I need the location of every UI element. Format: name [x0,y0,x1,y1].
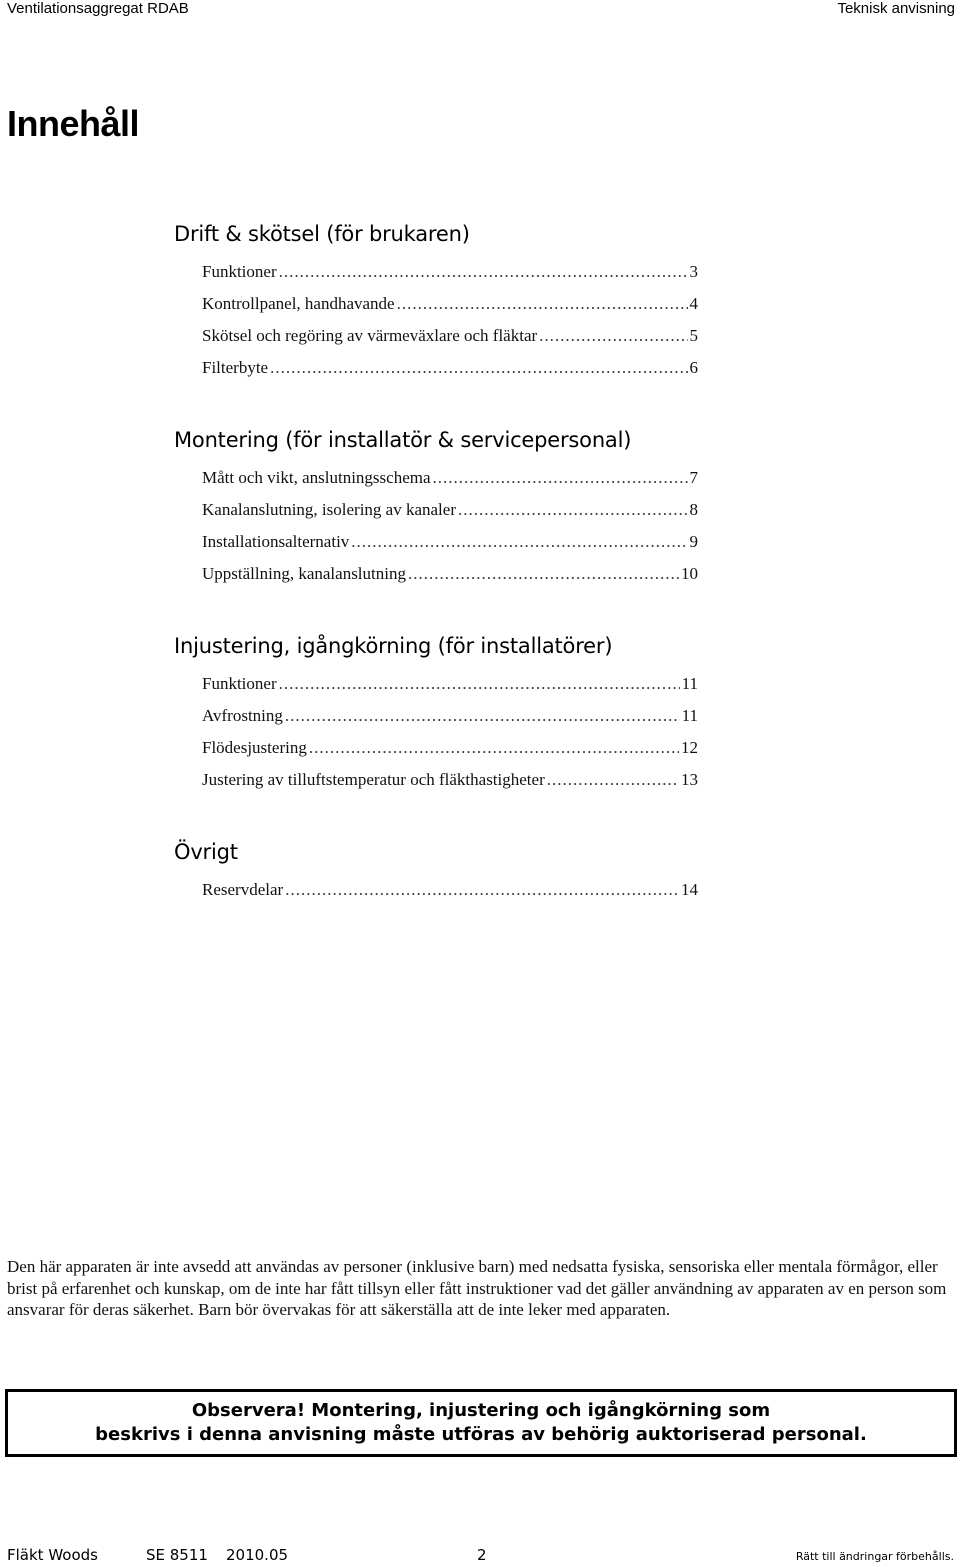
toc-entry[interactable] [202,494,698,526]
toc-entry[interactable] [202,764,698,796]
toc-entry-page: 14 [681,880,698,899]
toc-section [174,424,698,590]
toc-leader-dots [351,526,687,558]
toc-entry[interactable] [202,874,698,906]
toc-entry[interactable] [202,352,698,384]
toc-entry[interactable] [202,462,698,494]
footer-date: 2010.05 [226,1546,289,1564]
toc-section [174,218,698,384]
toc-section-heading: Drift & skötsel (för brukaren) [174,222,470,246]
toc-entry-page: 3 [689,262,698,281]
toc-entry-label: Mått och vikt, anslutningsschema [202,468,431,487]
toc-entry[interactable] [202,700,698,732]
toc-leader-dots [408,558,679,590]
toc-entry-label: Kontrollpanel, handhavande [202,294,395,313]
toc-entry-label: Justering av tilluftstemperatur och fläkthastigheter [202,770,545,789]
toc-leader-dots [433,462,688,494]
toc-entry-label: Funktioner [202,674,277,693]
toc-entry-page: 5 [689,326,698,345]
toc-entry-label: Funktioner [202,262,277,281]
toc-entry[interactable] [202,320,698,352]
toc-entry[interactable] [202,732,698,764]
toc-entry-label: Avfrostning [202,706,283,725]
footer-rights: Rätt till ändringar förbehålls. [795,1550,954,1563]
toc-section-heading: Övrigt [174,840,238,864]
toc-entry-page: 9 [689,532,698,551]
toc-entry-label: Filterbyte [202,358,269,377]
notice-box [5,1389,957,1457]
toc-section [174,836,698,906]
toc-leader-dots [458,494,688,526]
toc-section-heading: Injustering, igångkörning (för installatörer) [174,634,613,658]
toc-leader-dots [285,700,680,732]
toc-entry[interactable] [202,558,698,590]
toc-entry-page: 13 [681,770,698,789]
toc-entry-page: 4 [689,294,698,313]
header-doc-type: Teknisk anvisning [837,0,955,17]
toc-leader-dots [279,668,680,700]
header-doc-title: Ventilationsaggregat RDAB [7,0,189,17]
toc-entry-page: 8 [689,500,698,519]
toc-entry-page: 12 [681,738,698,757]
notice-line-1: Observera! Montering, injustering och igångkörning som [191,1400,771,1421]
toc-entry-page: 11 [681,674,698,693]
toc-leader-dots [279,256,688,288]
toc-entry-page: 11 [681,706,698,725]
toc-section [174,630,698,796]
toc-entry-page: 10 [681,564,698,583]
toc-leader-dots [397,288,688,320]
toc-entry-page: 6 [689,358,698,377]
toc-leader-dots [270,352,687,384]
table-of-contents [174,218,698,946]
safety-disclaimer: Den här apparaten är inte avsedd att användas av personer (inklusive barn) med nedsatta fysiska, sensoriska eller mentala förmågor, eller brist på erfarenhet och kunskap, om de inte har fått tillsyn eller fått instruktioner vad det gäller användning av apparaten av en person som ansvarar för deras säkerhet. Barn bör övervakas för att säkerställa att de inte leker med apparaten. [7,1257,947,1319]
toc-entry-page: 7 [689,468,698,487]
toc-leader-dots [309,732,679,764]
toc-entry-label: Flödesjustering [202,738,307,757]
toc-section-heading: Montering (för installatör & servicepersonal) [174,428,632,452]
footer-brand: Fläkt Woods [7,1546,98,1564]
toc-entry[interactable] [202,288,698,320]
toc-entry[interactable] [202,256,698,288]
toc-leader-dots [539,320,687,352]
toc-leader-dots [285,874,679,906]
toc-entry-label: Installationsalternativ [202,532,350,551]
page-title: Innehåll [7,103,140,144]
toc-entry-label: Kanalanslutning, isolering av kanaler [202,500,456,519]
toc-entry-label: Reservdelar [202,880,284,899]
toc-entry[interactable] [202,668,698,700]
footer-doc-number: SE 8511 [146,1546,208,1564]
toc-entry-label: Skötsel och regöring av värmeväxlare och fläktar [202,326,538,345]
toc-entry-label: Uppställning, kanalanslutning [202,564,406,583]
toc-entry[interactable] [202,526,698,558]
notice-line-2: beskrivs i denna anvisning måste utföras av behörig auktoriserad personal. [95,1424,867,1445]
toc-leader-dots [547,764,679,796]
footer-page-number: 2 [477,1546,487,1564]
